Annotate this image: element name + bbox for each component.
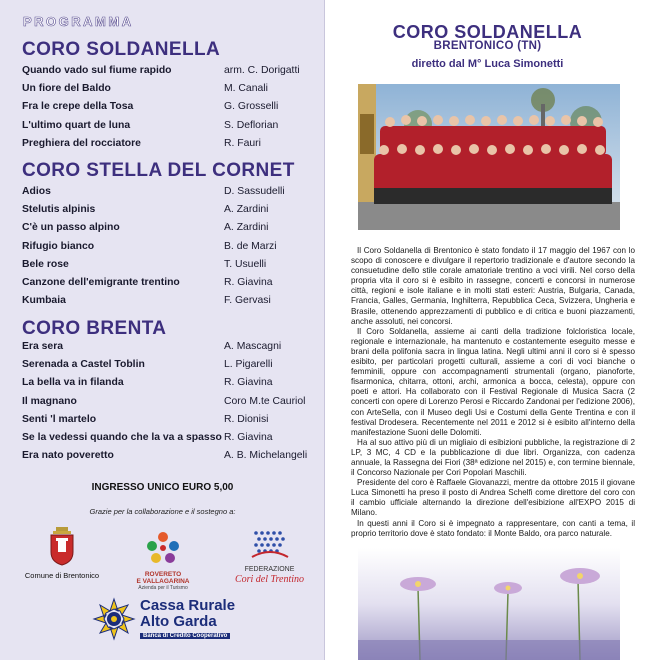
choir-title: CORO SOLDANELLA [392,22,583,42]
song-author: R. Fauri [224,137,261,149]
paragraph: Presidente del coro è Raffaele Giovanazzi, mentre da ottobre 2015 il giovane Luca Simonetti ha preso il posto di Andrea Schelfi come direttore del coro con il cambio ufficiale alternando la direzione dell'esibizione all'EXPO 2015 di Milano. [351,478,635,518]
song-title: La bella va in filanda [22,377,124,389]
song-author: S. Deflorian [224,119,279,131]
song-row [22,359,314,377]
song-list-brenta [22,341,314,468]
choir-history-text [351,246,635,539]
choir-group-photo [358,84,620,230]
song-author: arm. C. Dorigatti [224,65,300,76]
song-author: L. Pigarelli [224,359,273,371]
song-author: R. Giavina [224,276,273,288]
song-row [22,259,314,277]
soldanella-flowers-image [358,548,620,660]
song-title: Canzone dell'emigrante trentino [22,276,180,288]
thanks-text: Grazie per la collaborazione e il sostegno a: [89,507,236,516]
song-row [22,222,314,240]
song-author: F. Gervasi [224,295,271,307]
song-title: Era sera [22,341,64,352]
song-title: Serenada a Castel Toblin [22,359,145,371]
song-title: Stelutis alpinis [22,204,96,216]
paragraph: In questi anni il Coro si è impegnato a rappresentare, con canti a tema, il proprio territorio dove è stato fondato: il Monte Baldo, ora parco naturale. [351,518,635,538]
rovereto-logo [128,530,198,591]
song-author: R. Dionisi [224,413,269,425]
song-title: Fra le crepe della Tosa [22,101,134,113]
choir-director: diretto dal M° Luca Simonetti [411,58,564,70]
paragraph: Il Coro Soldanella di Brentonico è stato fondato il 17 maggio del 1967 con lo scopo di conoscere e divulgare il repertorio tradizionale e d'autore secondo la consuetudine dello stile corale amatoriale trentino a voci virili. Nel corso della propria vita il coro si è esibito in rassegne, concerti e concorsi in numerose città, regioni e isole italiane e in molti stati esteri: Austria, Bulgaria, Canada, Francia, Galles, Germania, Inghilterra, Repubblica Ceca, Svizzera, Ungheria e Brasile, ottenendo apprezzamenti di pubblico e di critica e buoni piazzamenti, anche assoluti, nei concorsi. [351,246,635,326]
choir-title-stella-del-cornet: CORO STELLA DEL CORNET [22,160,295,181]
song-title: Se la vedessi quando che la va a spasso [22,431,222,443]
song-title: Adios [22,186,51,197]
ticket-price: INGRESSO UNICO EURO 5,00 [91,482,234,493]
group-photo-image [358,84,620,230]
song-list-soldanella [22,65,314,156]
paragraph: Il Coro Soldanella, assieme ai canti della tradizione folcloristica locale, regionale e internazionale, ha mantenuto e costantemente eseguito messe e brani della polifonia sacra in lingua latina. Negli ultimi anni il coro si è spesso esibito, per particolari progetti culturali, assieme a cori di voci bianche o femminili, oppure con accompagnamenti strumentali (organo, pianoforte, fisarmonica, chitarra, ottoni, archi, armonica a bocca, celesta), oppure con poeti e attori. Ha collaborato con il Festival Regionale di Musica Sacra (2 concerti con opere di Lorenzo Perosi e Riccardo Zandonai per l'edizione 2006), con ArteSella, con il Museo degli Usi e Costumi della Gente Trentina e con il festival Drodesera. Recentemente nel 2011 e 2012 si è esibito all'interno della manifestazione Suoni delle Dolomiti. [351,326,635,437]
song-row [22,204,314,222]
song-author: A. Zardini [224,222,269,234]
choir-location: BRENTONICO (TN) [433,40,542,52]
cori-caption: Cori del Trentino [234,574,305,585]
song-title: Rifugio bianco [22,240,95,252]
flowers-image [358,548,620,660]
cassa-caption-1: Cassa Rurale [140,597,236,614]
choir-federation-icon [248,527,292,561]
song-row [22,138,314,156]
song-row [22,186,314,204]
song-title: Kumbaia [22,295,66,307]
song-title: Quando vado sul fiume rapido [22,65,172,76]
song-author: B. de Marzi [224,240,277,252]
cassa-caption-2: Alto Garda [140,613,217,630]
comune-logo [16,526,108,580]
song-title: Bele rose [22,258,69,270]
rovereto-caption-1: ROVERETO [144,571,182,578]
federazione-logo [222,527,317,585]
song-author: A. Zardini [224,204,269,216]
song-row [22,120,314,138]
song-row [22,65,314,83]
song-author: R. Giavina [224,431,273,443]
cassa-rurale-logo [90,595,250,647]
choir-title-soldanella: CORO SOLDANELLA [22,39,221,60]
paragraph: Ha al suo attivo più di un migliaio di esibizioni pubbliche, la registrazione di 2 LP, 3 MC, 4 CD e la pubblicazione di due libri. Organizza, con cadenza annuale, la Rassegna dei Fiori (38ª edizione nel 2015) e, con termine biennale, il Concorso Nazionale per Cori Popolari Maschili. [351,437,635,478]
comune-caption: Comune di Brentonico [24,571,100,580]
song-row [22,414,314,432]
song-title: Senti 'l martelo [22,413,97,425]
song-row [22,101,314,119]
song-row [22,432,314,450]
song-author: R. Giavina [224,377,273,389]
programma-label: PROGRAMMA [23,14,134,29]
song-row [22,277,314,295]
rovereto-caption-2: E VALLAGARINA [136,578,190,585]
song-row [22,83,314,101]
song-title: C'è un passo alpino [22,222,120,234]
cassa-caption-3: Banca di Credito Cooperativo [140,633,230,639]
song-title: Era nato poveretto [22,450,114,462]
song-row [22,341,314,359]
song-title: L'ultimo quart de luna [22,119,131,131]
song-row [22,241,314,259]
song-author: G. Grosselli [224,101,279,113]
choir-title-brenta: CORO BRENTA [22,318,167,339]
song-list-stella-del-cornet [22,186,314,313]
coat-of-arms-icon [47,526,77,566]
song-row [22,295,314,313]
song-row [22,377,314,395]
song-author: A. Mascagni [224,341,282,352]
song-author: M. Canali [224,83,268,95]
song-author: D. Sassudelli [224,186,285,197]
song-author: A. B. Michelangeli [224,450,308,462]
song-author: Coro M.te Cauriol [224,395,306,407]
song-title: Preghiera del rocciatore [22,137,141,149]
song-author: T. Usuelli [224,258,267,270]
rovereto-subcaption: Azienda per il Turismo [138,585,188,591]
song-row [22,450,314,468]
choir-info-panel [325,0,650,660]
song-row [22,396,314,414]
bank-emblem-icon [92,597,136,641]
tourism-flower-icon [143,530,183,566]
song-title: Un fiore del Baldo [22,83,111,95]
federazione-caption: FEDERAZIONE [244,566,295,573]
song-title: Il magnano [22,395,77,407]
